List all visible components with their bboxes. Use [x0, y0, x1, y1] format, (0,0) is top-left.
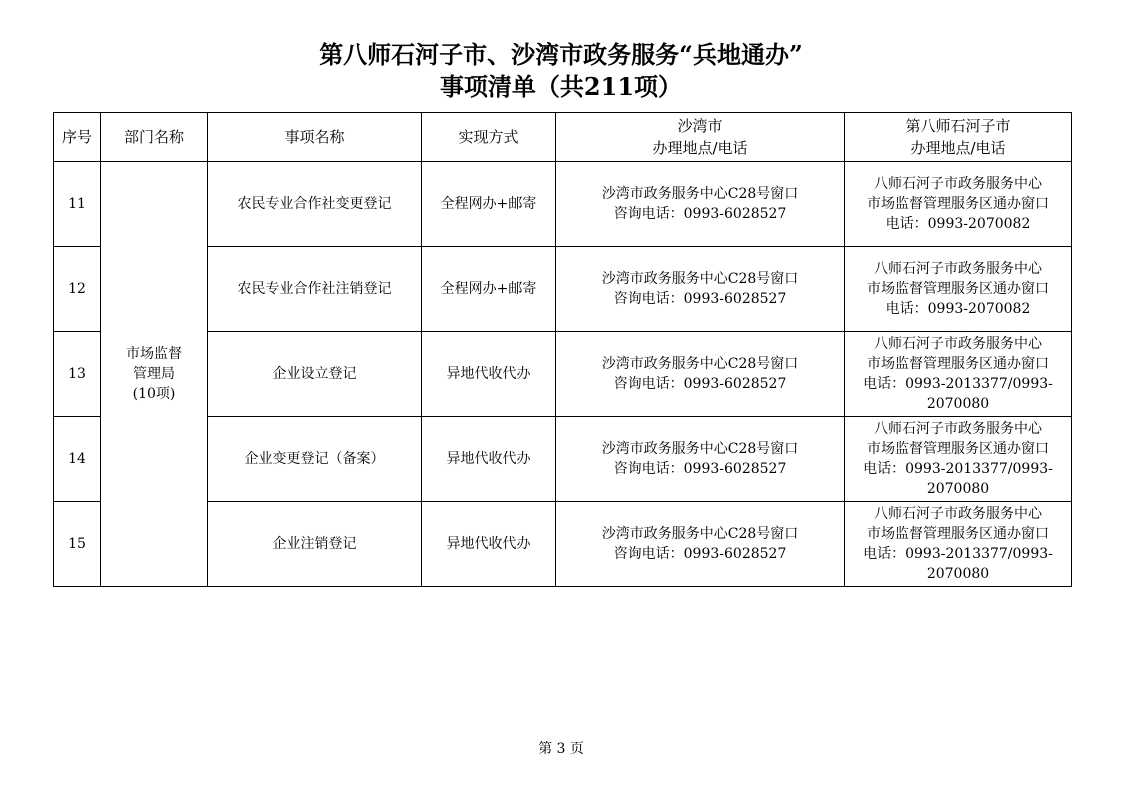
header-shihezi-line2: 办理地点/电话 — [910, 139, 1006, 157]
shawan-location-line2: 咨询电话：0993-6028527 — [613, 461, 787, 477]
row-shihezi-location — [845, 417, 1072, 502]
shawan-location-line2: 咨询电话：0993-6028527 — [613, 546, 787, 562]
shihezi-location-line2: 市场监督管理服务区通办窗口 — [867, 281, 1049, 297]
page-number: 第 3 页 — [538, 741, 584, 757]
department-line3: (10项) — [132, 386, 176, 402]
shihezi-location-line1: 八师石河子市政务服务中心 — [874, 176, 1042, 192]
row-shihezi-location — [845, 502, 1072, 587]
shihezi-location-line3: 电话：0993-2070082 — [885, 216, 1031, 232]
row-item-name: 农民专业合作社注销登记 — [208, 247, 422, 332]
row-item-name: 企业变更登记（备案） — [208, 417, 422, 502]
row-shawan-location — [556, 332, 845, 417]
header-shawan-line2: 办理地点/电话 — [652, 139, 748, 157]
row-shawan-location — [556, 417, 845, 502]
row-shihezi-location — [845, 162, 1072, 247]
service-items-table — [53, 112, 1072, 587]
row-seq: 11 — [54, 162, 101, 247]
row-seq: 15 — [54, 502, 101, 587]
row-shihezi-location — [845, 247, 1072, 332]
row-seq: 12 — [54, 247, 101, 332]
table-header-row — [54, 113, 1072, 162]
shihezi-location-line4: 2070080 — [926, 396, 990, 412]
shihezi-location-line3: 电话：0993-2013377/0993- — [863, 546, 1053, 562]
row-item-name: 企业注销登记 — [208, 502, 422, 587]
row-shihezi-location — [845, 332, 1072, 417]
department-line1: 市场监督 — [126, 346, 182, 362]
department-cell — [101, 162, 208, 587]
row-shawan-location — [556, 162, 845, 247]
shihezi-location-line4: 2070080 — [926, 566, 990, 582]
shawan-location-line2: 咨询电话：0993-6028527 — [613, 291, 787, 307]
row-method: 异地代收代办 — [422, 502, 556, 587]
shihezi-location-line1: 八师石河子市政务服务中心 — [874, 336, 1042, 352]
shawan-location-line1: 沙湾市政务服务中心C28号窗口 — [601, 356, 799, 372]
header-shawan-line1: 沙湾市 — [677, 117, 723, 135]
row-method: 全程网办+邮寄 — [422, 247, 556, 332]
header-method: 实现方式 — [422, 113, 556, 162]
row-seq: 13 — [54, 332, 101, 417]
shawan-location-line1: 沙湾市政务服务中心C28号窗口 — [601, 441, 799, 457]
document-title-line1: 第八师石河子市、沙湾市政务服务“兵地通办” — [319, 40, 803, 69]
shihezi-location-line3: 电话：0993-2013377/0993- — [863, 376, 1053, 392]
shihezi-location-line1: 八师石河子市政务服务中心 — [874, 506, 1042, 522]
shawan-location-line1: 沙湾市政务服务中心C28号窗口 — [601, 526, 799, 542]
header-dept: 部门名称 — [101, 113, 208, 162]
row-method: 全程网办+邮寄 — [422, 162, 556, 247]
shihezi-location-line1: 八师石河子市政务服务中心 — [874, 421, 1042, 437]
shihezi-location-line3: 电话：0993-2070082 — [885, 301, 1031, 317]
department-line2: 管理局 — [133, 366, 175, 382]
shawan-location-line2: 咨询电话：0993-6028527 — [613, 376, 787, 392]
row-method: 异地代收代办 — [422, 332, 556, 417]
shihezi-location-line2: 市场监督管理服务区通办窗口 — [867, 441, 1049, 457]
row-shawan-location — [556, 247, 845, 332]
shihezi-location-line2: 市场监督管理服务区通办窗口 — [867, 196, 1049, 212]
row-item-name: 企业设立登记 — [208, 332, 422, 417]
shawan-location-line2: 咨询电话：0993-6028527 — [613, 206, 787, 222]
shihezi-location-line3: 电话：0993-2013377/0993- — [863, 461, 1053, 477]
header-item: 事项名称 — [208, 113, 422, 162]
shihezi-location-line4: 2070080 — [926, 481, 990, 497]
shawan-location-line1: 沙湾市政务服务中心C28号窗口 — [601, 271, 799, 287]
header-shihezi-line1: 第八师石河子市 — [905, 117, 1011, 135]
shawan-location-line1: 沙湾市政务服务中心C28号窗口 — [601, 186, 799, 202]
document-title-line2: 事项清单（共211项） — [439, 72, 683, 101]
shihezi-location-line1: 八师石河子市政务服务中心 — [874, 261, 1042, 277]
row-method: 异地代收代办 — [422, 417, 556, 502]
header-shihezi — [845, 113, 1072, 162]
row-seq: 14 — [54, 417, 101, 502]
row-shawan-location — [556, 502, 845, 587]
header-seq: 序号 — [54, 113, 101, 162]
table-row — [54, 162, 1072, 247]
shihezi-location-line2: 市场监督管理服务区通办窗口 — [867, 526, 1049, 542]
shihezi-location-line2: 市场监督管理服务区通办窗口 — [867, 356, 1049, 372]
header-shawan — [556, 113, 845, 162]
row-item-name: 农民专业合作社变更登记 — [208, 162, 422, 247]
